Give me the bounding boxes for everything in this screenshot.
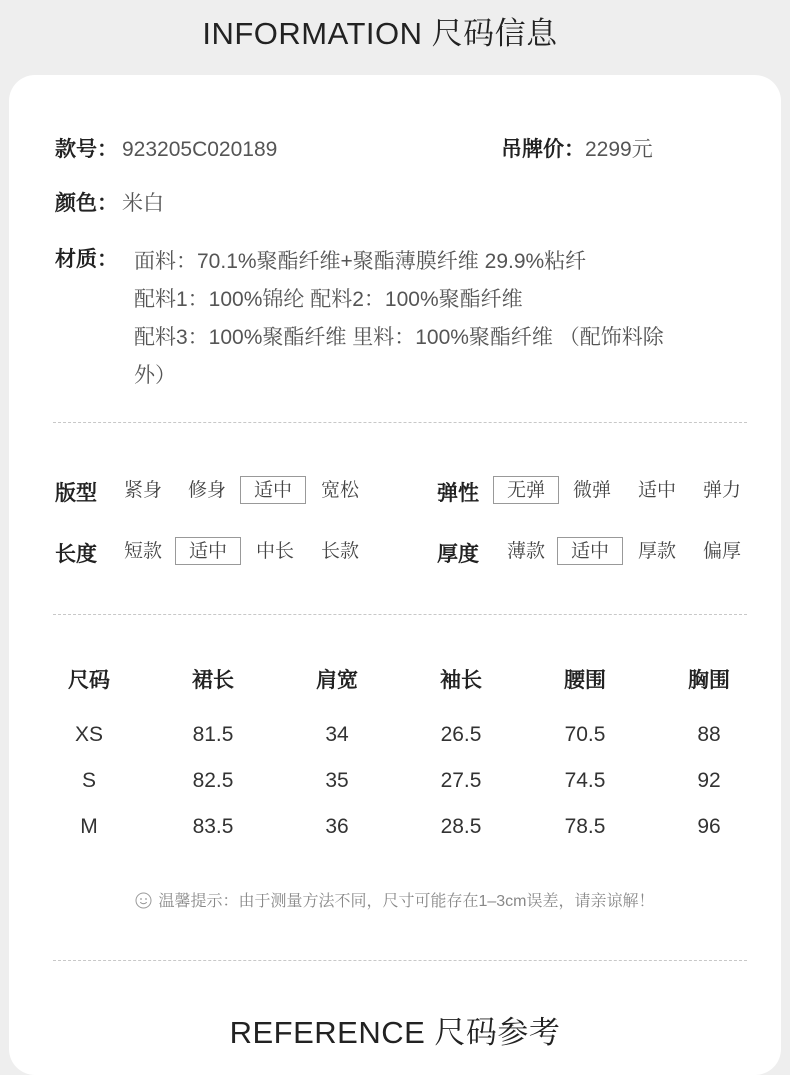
stretch-option-selected: 无弹 xyxy=(493,476,559,504)
material-row xyxy=(55,243,118,273)
price-label: 吊牌价： xyxy=(501,138,585,161)
stretch-option: 弹力 xyxy=(702,480,741,501)
page-title: INFORMATION 尺码信息 xyxy=(202,16,558,51)
stretch-option: 微弹 xyxy=(572,480,611,501)
style-number-label: 款号： xyxy=(55,138,118,161)
material-label: 材质： xyxy=(55,248,118,271)
color-label: 颜色： xyxy=(55,192,118,215)
table-cell: M xyxy=(80,815,98,838)
length-option: 长款 xyxy=(320,541,359,562)
table-header: 胸围 xyxy=(688,669,730,692)
table-cell: 96 xyxy=(697,815,721,838)
stretch-option: 适中 xyxy=(637,480,676,501)
table-header: 裙长 xyxy=(192,669,234,692)
thickness-option: 薄款 xyxy=(506,541,545,562)
fit-option: 修身 xyxy=(187,480,226,501)
material-details xyxy=(134,243,724,395)
table-cell: 92 xyxy=(697,769,721,792)
table-cell: 27.5 xyxy=(440,769,482,792)
table-cell: XS xyxy=(74,723,103,746)
fit-option: 宽松 xyxy=(320,480,359,501)
table-cell: 36 xyxy=(325,815,349,838)
length-option: 中长 xyxy=(255,541,294,562)
table-cell: 35 xyxy=(325,769,349,792)
table-header: 腰围 xyxy=(564,669,606,692)
table-cell: 34 xyxy=(325,723,349,746)
table-header: 肩宽 xyxy=(316,669,358,692)
divider xyxy=(53,422,747,423)
table-cell: 26.5 xyxy=(440,723,482,746)
smile-icon xyxy=(135,892,152,914)
table-cell: 70.5 xyxy=(564,723,606,746)
material-line: 配料1：100%锦纶 配料2：100%聚酯纤维 xyxy=(134,288,523,311)
tip-note xyxy=(9,888,781,914)
tip-text: 温馨提示：由于测量方法不同，尺寸可能存在1–3cm误差，请亲谅解！ xyxy=(158,893,655,910)
style-number-value: 923205C020189 xyxy=(122,138,278,161)
table-header: 尺码 xyxy=(68,669,110,692)
divider xyxy=(53,960,747,961)
thickness-option-selected: 适中 xyxy=(557,537,623,565)
thickness-option: 厚款 xyxy=(637,541,676,562)
reference-title: REFERENCE 尺码参考 xyxy=(229,1015,561,1050)
fit-label: 版型 xyxy=(55,482,97,505)
divider xyxy=(53,614,747,615)
thickness-option: 偏厚 xyxy=(702,541,741,562)
material-line: 面料：70.1%聚酯纤维+聚酯薄膜纤维 29.9%粘纤 xyxy=(134,250,587,273)
table-header: 袖长 xyxy=(440,669,482,692)
length-option: 短款 xyxy=(123,541,162,562)
table-cell: 81.5 xyxy=(192,723,234,746)
stretch-label: 弹性 xyxy=(437,482,479,505)
size-info-card xyxy=(9,75,781,1075)
table-cell: 74.5 xyxy=(564,769,606,792)
table-cell: 82.5 xyxy=(192,769,234,792)
table-cell: 88 xyxy=(697,723,721,746)
table-cell: S xyxy=(81,769,96,792)
color-value: 米白 xyxy=(122,192,164,215)
table-cell: 78.5 xyxy=(564,815,606,838)
price-row xyxy=(501,133,653,163)
length-label: 长度 xyxy=(55,543,97,566)
fit-option-selected: 适中 xyxy=(240,476,306,504)
table-cell: 28.5 xyxy=(440,815,482,838)
style-number-row xyxy=(55,133,277,163)
price-value: 2299元 xyxy=(585,138,653,161)
thickness-label: 厚度 xyxy=(437,543,479,566)
length-option-selected: 适中 xyxy=(175,537,241,565)
table-cell: 83.5 xyxy=(192,815,234,838)
color-row xyxy=(55,187,164,217)
material-line: 外） xyxy=(134,364,176,387)
material-line: 配料3：100%聚酯纤维 里料：100%聚酯纤维 （配饰料除 xyxy=(134,326,664,349)
fit-option: 紧身 xyxy=(123,480,162,501)
